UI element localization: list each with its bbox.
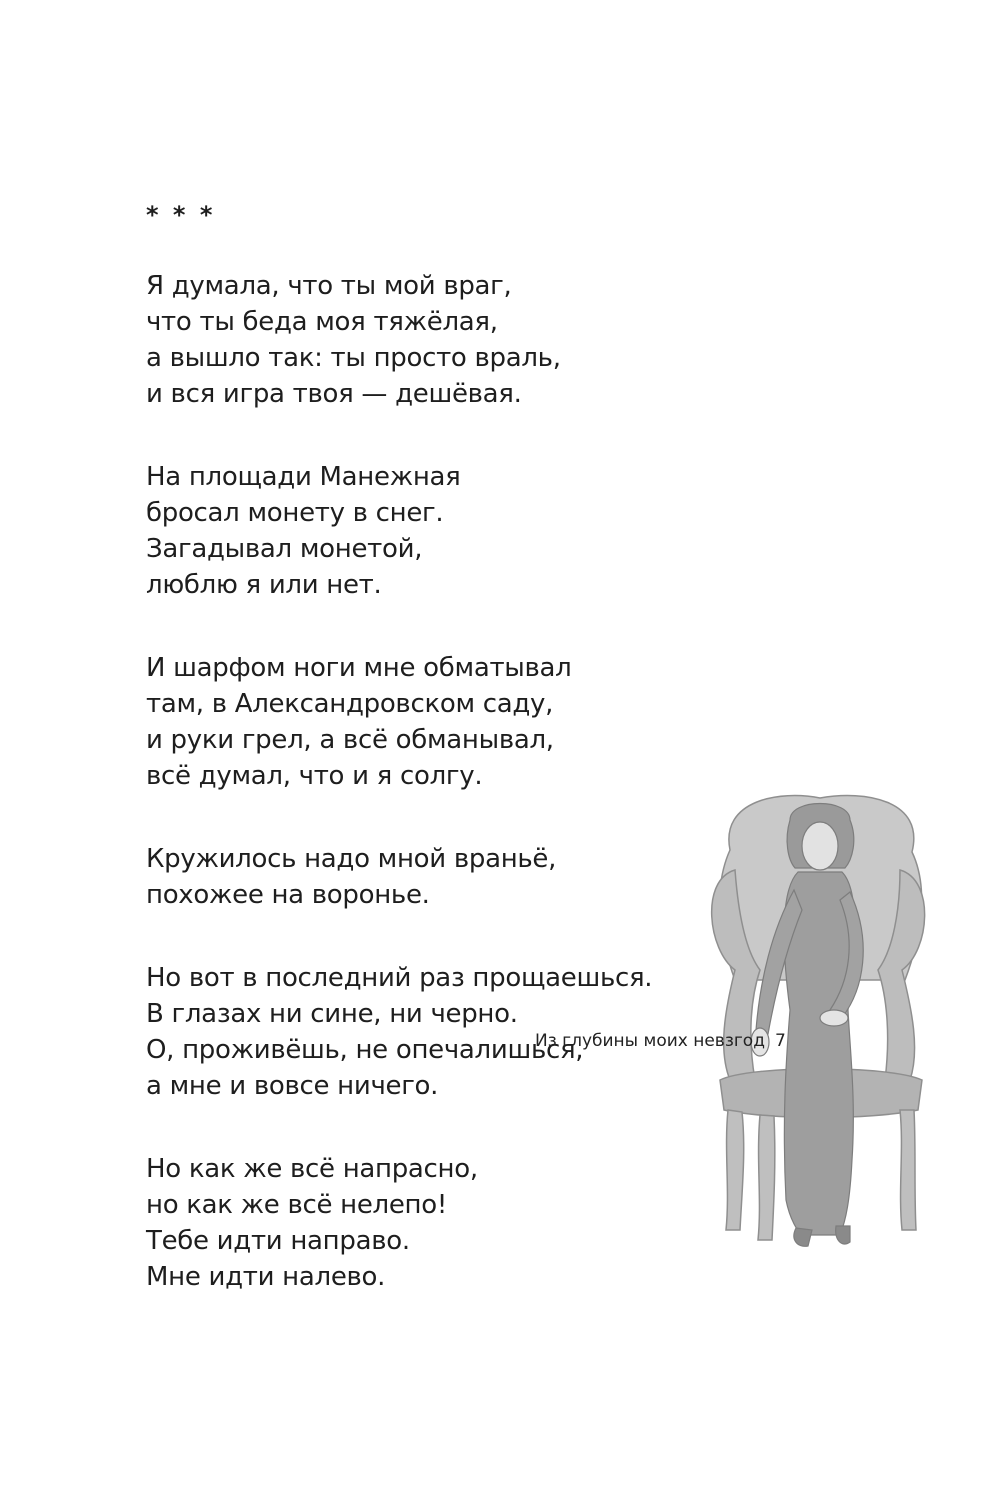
figure-right-shoe bbox=[836, 1226, 850, 1244]
stanza-separator: * * * bbox=[146, 201, 216, 229]
stanza bbox=[146, 1151, 706, 1295]
poem-line: В глазах ни сине, ни черно. bbox=[146, 999, 518, 1029]
page-number: 7 bbox=[775, 1031, 786, 1051]
poem-line: Я думала, что ты мой враг, bbox=[146, 271, 512, 301]
poem-line: и руки грел, а всё обманывал, bbox=[146, 725, 554, 755]
poem-line: О, проживёшь, не опечалишься, bbox=[146, 1035, 584, 1065]
figure-left-shoe bbox=[794, 1228, 812, 1246]
poem-line: И шарфом ноги мне обматывал bbox=[146, 653, 572, 683]
poem-line: Но как же всё напрасно, bbox=[146, 1154, 478, 1184]
poem-line: всё думал, что и я солгу. bbox=[146, 761, 483, 791]
poem-line: Загадывал монетой, bbox=[146, 534, 423, 564]
poem-line: а вышло так: ты просто враль, bbox=[146, 343, 561, 373]
poem-line: а мне и вовсе ничего. bbox=[146, 1071, 439, 1101]
poem-body bbox=[146, 268, 706, 1342]
poem-line: там, в Александровском саду, bbox=[146, 689, 554, 719]
chair-leg-front-left bbox=[758, 1115, 775, 1240]
running-footer-title: Из глубины моих невзгод bbox=[535, 1031, 765, 1051]
stanza bbox=[146, 650, 706, 794]
poem-line: но как же всё нелепо! bbox=[146, 1190, 447, 1220]
poem-line: бросал монету в снег. bbox=[146, 498, 444, 528]
chair-leg-right bbox=[900, 1110, 916, 1230]
figure-face bbox=[802, 822, 838, 870]
poem-line: Мне идти налево. bbox=[146, 1262, 386, 1292]
stanza bbox=[146, 841, 706, 913]
woman-in-armchair-illustration bbox=[690, 780, 950, 1250]
poem-line: Но вот в последний раз прощаешься. bbox=[146, 963, 653, 993]
poem-line: На площади Манежная bbox=[146, 462, 461, 492]
poem-line: Тебе идти направо. bbox=[146, 1226, 410, 1256]
stanza bbox=[146, 268, 706, 412]
poem-line: что ты беда моя тяжёлая, bbox=[146, 307, 498, 337]
figure-right-hand bbox=[820, 1010, 848, 1026]
poem-line: Кружилось надо мной враньё, bbox=[146, 844, 557, 874]
chair-leg-left bbox=[726, 1110, 744, 1230]
stanza bbox=[146, 459, 706, 603]
poem-line: и вся игра твоя — дешёвая. bbox=[146, 379, 522, 409]
poem-line: похожее на воронье. bbox=[146, 880, 430, 910]
poem-line: люблю я или нет. bbox=[146, 570, 382, 600]
